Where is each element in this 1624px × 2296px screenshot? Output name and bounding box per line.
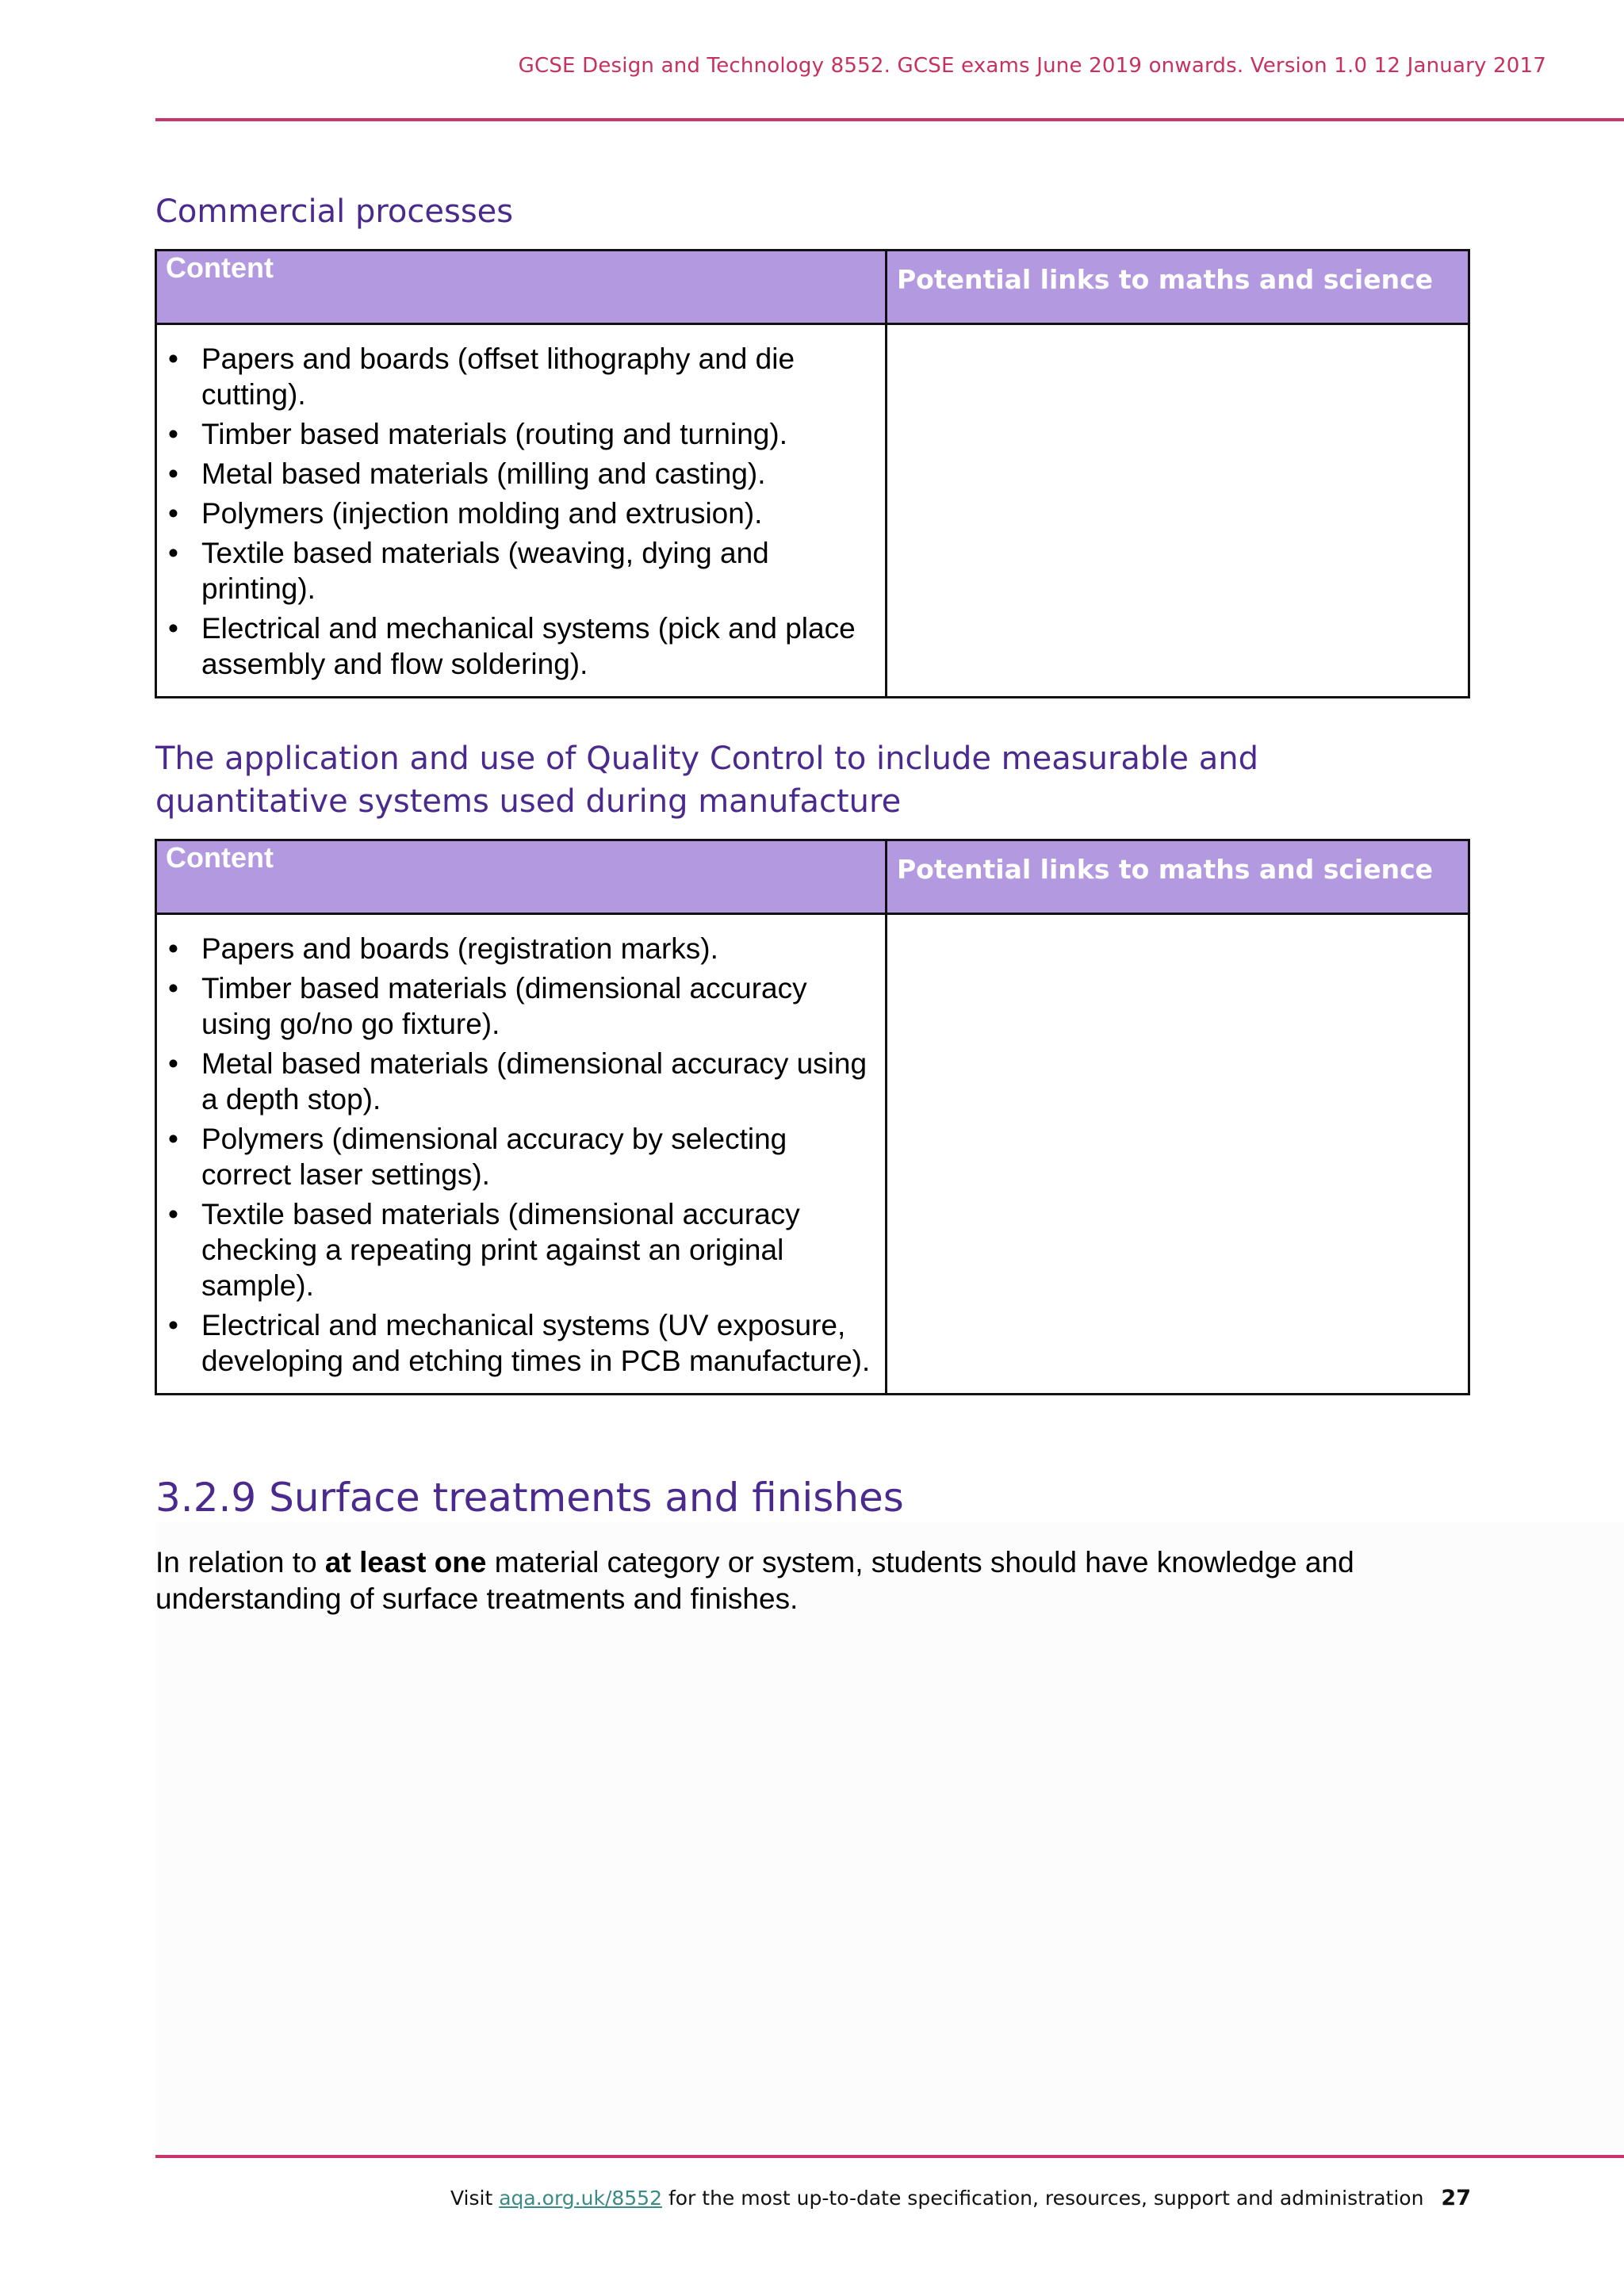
intro-text-end: material category or system, students should have knowledge and understanding of surface treatments and finishes. [155, 1546, 1354, 1615]
footer-text-start: Visit [450, 2187, 500, 2210]
page-number: 27 [1441, 2186, 1471, 2210]
intro-text-start: In relation to [155, 1546, 325, 1578]
links-cell [887, 324, 1469, 698]
content-list [165, 341, 875, 682]
table-row [156, 914, 1469, 1395]
list-item: • Polymers (injection molding and extrusion). [165, 496, 875, 531]
links-cell [887, 914, 1469, 1395]
column-header-links: Potential links to maths and science [887, 251, 1469, 324]
table-header-row [156, 251, 1469, 324]
list-item: • Papers and boards (registration marks). [165, 931, 875, 966]
list-item: • Timber based materials (dimensional accuracy using go/no go fixture). [165, 970, 875, 1042]
column-header-content: Content [156, 251, 887, 324]
footer-rule [155, 2155, 1624, 2158]
content-cell [156, 324, 887, 698]
commercial-processes-heading: Commercial processes [155, 193, 514, 230]
intro-emphasis: at least one [324, 1546, 487, 1578]
list-item: • Papers and boards (offset lithography and die cutting). [165, 341, 875, 412]
list-item: • Timber based materials (routing and turning). [165, 416, 875, 452]
table-header-row [156, 840, 1469, 914]
commercial-processes-table [155, 249, 1470, 698]
list-item: • Electrical and mechanical systems (UV exposure, developing and etching times in PCB manufacture). [165, 1307, 875, 1379]
table-row [156, 324, 1469, 698]
footer-link[interactable]: aqa.org.uk/8552 [499, 2187, 662, 2210]
quality-control-table [155, 839, 1470, 1395]
column-header-links: Potential links to maths and science [887, 840, 1469, 914]
surface-treatments-intro [155, 1544, 1472, 1617]
list-item: • Electrical and mechanical systems (pick and place assembly and flow soldering). [165, 610, 875, 682]
header-text: GCSE Design and Technology 8552. GCSE exams June 2019 onwards. Version 1.0 12 January 2017 [518, 54, 1546, 78]
header-rule [155, 118, 1624, 121]
list-item: • Polymers (dimensional accuracy by selecting correct laser settings). [165, 1121, 875, 1192]
surface-treatments-heading: 3.2.9 Surface treatments and finishes [155, 1475, 904, 1521]
list-item: • Metal based materials (dimensional accuracy using a depth stop). [165, 1046, 875, 1117]
footer [450, 2186, 1471, 2210]
content-cell [156, 914, 887, 1395]
footer-text-end: for the most up-to-date specification, resources, support and administration [662, 2187, 1424, 2210]
quality-control-heading: The application and use of Quality Control to include measurable and quantitative systems used during manufacture [155, 740, 1258, 820]
content-list [165, 931, 875, 1379]
list-item: • Textile based materials (weaving, dying and printing). [165, 535, 875, 607]
list-item: • Textile based materials (dimensional accuracy checking a repeating print against an original sample). [165, 1196, 875, 1303]
list-item: • Metal based materials (milling and casting). [165, 456, 875, 492]
column-header-content: Content [156, 840, 887, 914]
